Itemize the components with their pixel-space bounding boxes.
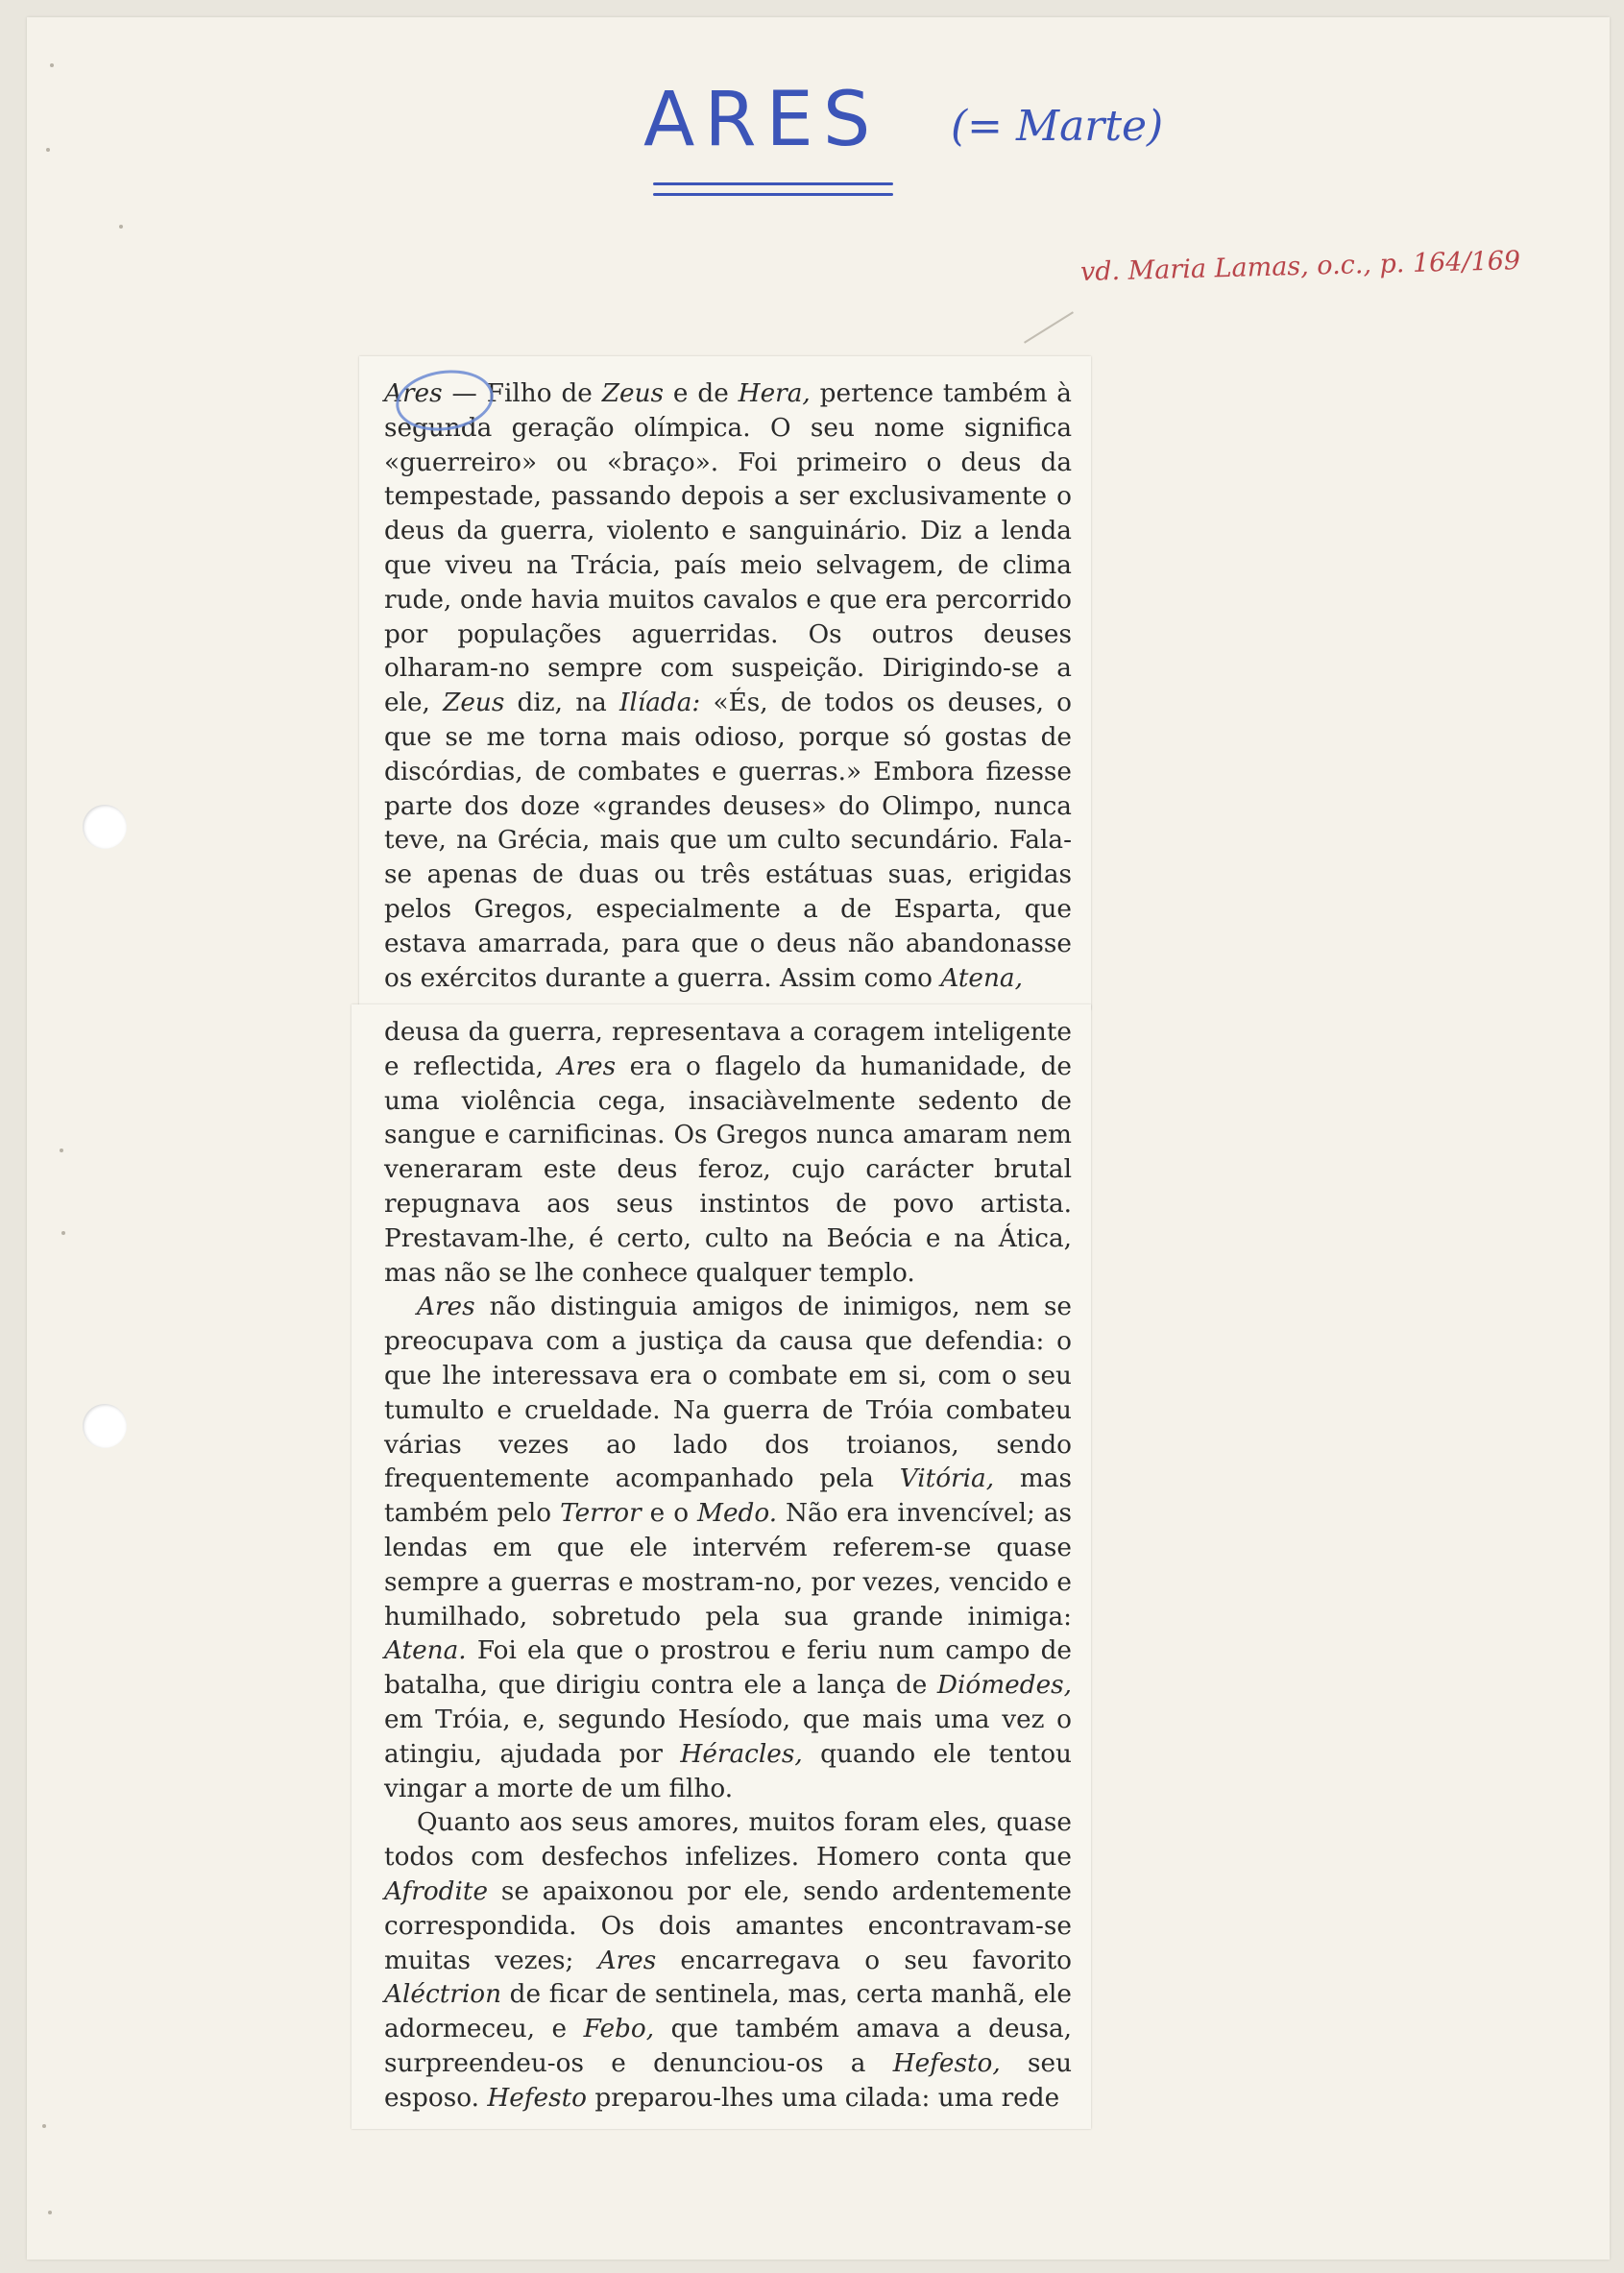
italic-name: Vitória,	[899, 1464, 995, 1494]
text-run: quando ele tentou vingar a morte de um filho.	[384, 1739, 1072, 1803]
text-run: encarregava o seu favorito	[656, 1946, 1072, 1975]
paper-speck	[119, 225, 123, 229]
italic-name: Atena.	[384, 1636, 467, 1666]
handwritten-reference-note: vd. Maria Lamas, o.c., p. 164/169	[1079, 246, 1521, 287]
italic-name: Ilíada:	[619, 689, 701, 718]
text-run: Não era invencível; as lendas em que ele intervém referem-se quase sempre a guerras e mostram-no, por vezes, vencido e humilhado, sobretudo pela sua grande inimiga:	[384, 1499, 1072, 1632]
italic-name: Hefesto	[487, 2083, 587, 2113]
text-run: — Filho de	[442, 379, 602, 408]
italic-name: Febo,	[583, 2015, 655, 2044]
clipping-part-two	[351, 1004, 1091, 2129]
text-run: de ficar de sentinela, mas, certa manhã, ele adormeceu, e	[384, 1980, 1072, 2044]
italic-name: Ares	[384, 379, 443, 408]
italic-name: Atena,	[940, 963, 1023, 993]
paper-speck	[60, 1149, 63, 1152]
paper-speck	[42, 2124, 46, 2128]
paper-speck	[50, 63, 54, 67]
text-run: não distinguia amigos de inimigos, nem se preocupava com a justiça da causa que defendia: o que lhe interessava era o combate em si, com o seu tumulto e crueldade. Na guerra de Tróia combateu várias vezes ao lado dos troianos, sendo frequentemente acompanhado pela	[384, 1293, 1072, 1494]
paragraph	[384, 1806, 1072, 2116]
paper-speck	[61, 1231, 65, 1235]
text-run: e o	[641, 1499, 698, 1529]
italic-name: Terror	[560, 1499, 642, 1529]
text-run: «És, de todos os deuses, o que se me torna mais odioso, porque só gostas de discórdias, de combates e guerras.» Embora fizesse parte dos doze «grandes deuses» do Olimpo, nunca teve, na Grécia, mais que um culto secundário. Fala-se apenas de duas ou três estátuas suas, erigidas pelos Gregos, especialmente a de Esparta, que estava amarrada, para que o deus não abandonasse os exércitos durante a guerra. Assim como	[384, 689, 1072, 993]
punch-hole-upper	[83, 805, 127, 849]
text-run: que também amava a deusa, surpreendeu-os e denunciou-os a	[384, 2015, 1072, 2078]
italic-name: Afrodite	[384, 1876, 489, 1906]
paper-speck	[48, 2211, 52, 2214]
italic-name: Zeus	[601, 379, 665, 408]
text-run: em Tróia, e, segundo Hesíodo, que mais uma vez o atingiu, ajudada por	[384, 1705, 1072, 1769]
handwritten-title: ARES	[643, 77, 881, 163]
italic-name: Medo.	[697, 1499, 778, 1529]
title-underline-bottom	[653, 193, 893, 196]
italic-name: Diómedes,	[936, 1671, 1072, 1701]
clipping-part-two-text	[384, 1016, 1072, 2116]
italic-name: Ares	[417, 1293, 475, 1322]
text-run: pertence também à segunda geração olímpica. O seu nome significa «guerreiro» ou «braço». Foi primeiro o deus da tempestade, passando depois a ser exclusivamente o deus da guerra, violento e sanguinário. Diz a lenda que viveu na Trácia, país meio selvagem, de clima rude, onde havia muitos cavalos e que era percorrido por populações aguerridas. Os outros deuses olharam-no sempre com suspeição. Dirigindo-se a ele,	[384, 379, 1072, 718]
punch-hole-lower	[83, 1404, 127, 1448]
italic-name: Ares	[557, 1052, 617, 1081]
title-underline-top	[653, 182, 893, 185]
italic-name: Hefesto,	[892, 2048, 1001, 2078]
text-run: diz, na	[504, 689, 620, 718]
text-run: era o flagelo da humanidade, de uma violência cega, insaciàvelmente sedento de sangue e carnificinas. Os Gregos nunca amaram nem veneraram este deus feroz, cujo carácter brutal repugnava aos seus instintos de povo artista. Prestavam-lhe, é certo, culto na Beócia e na Ática, mas não se lhe conhece qualquer templo.	[384, 1052, 1072, 1288]
handwritten-title-block	[643, 77, 1164, 211]
italic-name: Aléctrion	[384, 1980, 502, 2010]
paper-speck	[46, 148, 50, 152]
paragraph	[384, 1291, 1072, 1806]
handwritten-title-note: (= Marte)	[951, 102, 1164, 151]
text-run: preparou-lhes uma cilada: uma rede	[587, 2083, 1060, 2113]
clipping-part-one	[359, 356, 1091, 1010]
text-run: mas também pelo	[384, 1464, 1072, 1529]
italic-name: Zeus	[443, 689, 505, 718]
clipping-part-one-text	[384, 377, 1072, 996]
italic-name: Ares	[597, 1946, 657, 1975]
text-run: e de	[664, 379, 739, 408]
text-run: Quanto aos seus amores, muitos foram eles, quase todos com desfechos infelizes. Homero conta que	[384, 1808, 1072, 1873]
italic-name: Héracles,	[680, 1739, 803, 1769]
paragraph	[384, 377, 1072, 996]
text-run: se apaixonou por ele, sendo ardentemente correspondida. Os dois amantes encontravam-se muitas vezes;	[384, 1876, 1072, 1975]
italic-name: Hera,	[738, 379, 811, 408]
paragraph	[384, 1016, 1072, 1291]
text-run: seu esposo.	[384, 2048, 1073, 2113]
text-run: deusa da guerra, representava a coragem inteligente e reflectida,	[384, 1018, 1072, 1081]
text-run: Foi ela que o prostrou e feriu num campo de batalha, que dirigiu contra ele a lança de	[384, 1636, 1072, 1701]
